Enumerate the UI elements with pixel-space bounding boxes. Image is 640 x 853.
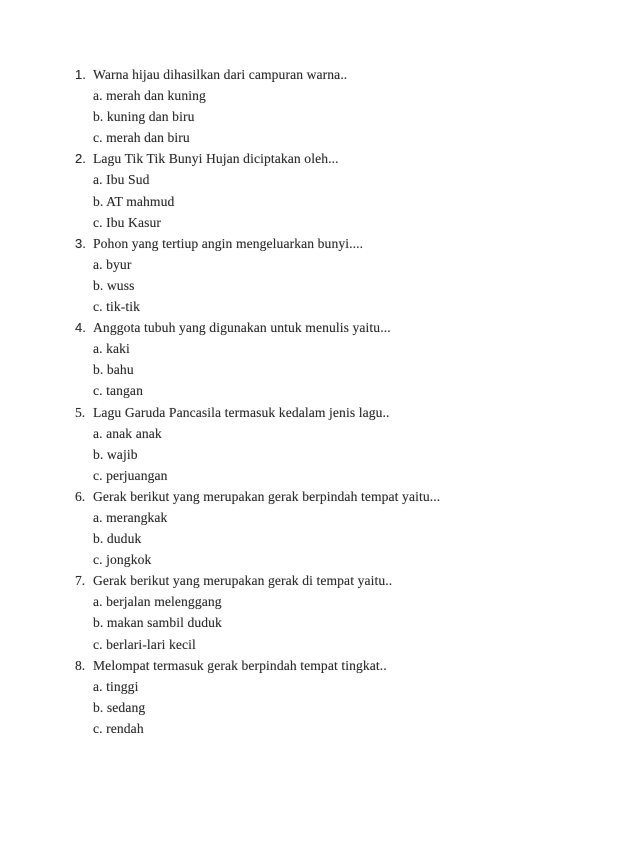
option-text: c. Ibu Kasur — [93, 214, 162, 230]
option-row — [75, 380, 610, 401]
option-row — [75, 359, 610, 380]
question-row — [75, 64, 610, 85]
option-text: b. bahu — [93, 362, 134, 378]
question-row — [75, 233, 610, 254]
option-row — [75, 275, 610, 296]
option-text: a. byur — [93, 256, 132, 272]
option-row — [75, 718, 610, 739]
option-row — [75, 444, 610, 465]
option-text: c. perjuangan — [93, 467, 168, 483]
question-row — [75, 570, 610, 591]
question-row — [75, 402, 610, 423]
option-row — [75, 254, 610, 275]
option-row — [75, 697, 610, 718]
question-number: 6. — [75, 488, 86, 504]
option-row — [75, 296, 610, 317]
quiz-question-list — [75, 64, 610, 739]
option-text: a. kaki — [93, 341, 130, 357]
option-row — [75, 591, 610, 612]
option-text: b. kuning dan biru — [93, 109, 195, 125]
question-text: Lagu Garuda Pancasila termasuk kedalam jenis lagu.. — [93, 404, 390, 420]
option-text: c. tik-tik — [93, 299, 141, 315]
option-row — [75, 127, 610, 148]
question-text: Melompat termasuk gerak berpindah tempat tingkat.. — [93, 657, 387, 673]
option-text: a. tinggi — [93, 678, 139, 694]
option-text: a. merangkak — [93, 509, 168, 525]
option-text: a. anak anak — [93, 425, 162, 441]
question-text: Warna hijau dihasilkan dari campuran warna.. — [93, 67, 348, 82]
option-text: b. makan sambil duduk — [93, 615, 222, 631]
option-text: c. merah dan biru — [93, 130, 190, 146]
question-text: Anggota tubuh yang digunakan untuk menulis yaitu... — [93, 320, 391, 336]
question-number: 4. — [75, 320, 86, 336]
question-text: Pohon yang tertiup angin mengeluarkan bunyi.... — [93, 235, 364, 251]
option-row — [75, 549, 610, 570]
option-text: c. rendah — [93, 720, 144, 736]
option-row — [75, 528, 610, 549]
option-row — [75, 612, 610, 633]
option-row — [75, 169, 610, 190]
question-text: Lagu Tik Tik Bunyi Hujan diciptakan oleh... — [93, 151, 339, 167]
option-row — [75, 423, 610, 444]
option-row — [75, 507, 610, 528]
option-text: b. wuss — [93, 277, 135, 293]
option-row — [75, 191, 610, 212]
option-row — [75, 465, 610, 486]
option-row — [75, 106, 610, 127]
option-text: b. wajib — [93, 446, 138, 462]
option-text: a. Ibu Sud — [93, 172, 150, 188]
option-row — [75, 634, 610, 655]
question-number: 5. — [75, 404, 86, 420]
option-text: c. jongkok — [93, 552, 152, 568]
option-text: c. berlari-lari kecil — [93, 636, 196, 652]
option-row — [75, 212, 610, 233]
question-row — [75, 486, 610, 507]
option-text: b. AT mahmud — [93, 193, 175, 209]
option-row — [75, 676, 610, 697]
option-row — [75, 338, 610, 359]
question-number: 2. — [75, 151, 86, 167]
option-text: c. tangan — [93, 383, 143, 399]
question-number: 8. — [75, 657, 86, 673]
question-number: 1. — [75, 67, 86, 82]
option-text: b. sedang — [93, 699, 146, 715]
question-text: Gerak berikut yang merupakan gerak berpindah tempat yaitu... — [93, 488, 441, 504]
option-text: a. berjalan melenggang — [93, 594, 222, 610]
question-text: Gerak berikut yang merupakan gerak di tempat yaitu.. — [93, 573, 393, 589]
question-number: 3. — [75, 235, 86, 251]
option-text: a. merah dan kuning — [93, 88, 206, 104]
question-row — [75, 317, 610, 338]
question-row — [75, 655, 610, 676]
option-text: b. duduk — [93, 531, 142, 547]
question-number: 7. — [75, 573, 86, 589]
option-row — [75, 85, 610, 106]
question-row — [75, 148, 610, 169]
